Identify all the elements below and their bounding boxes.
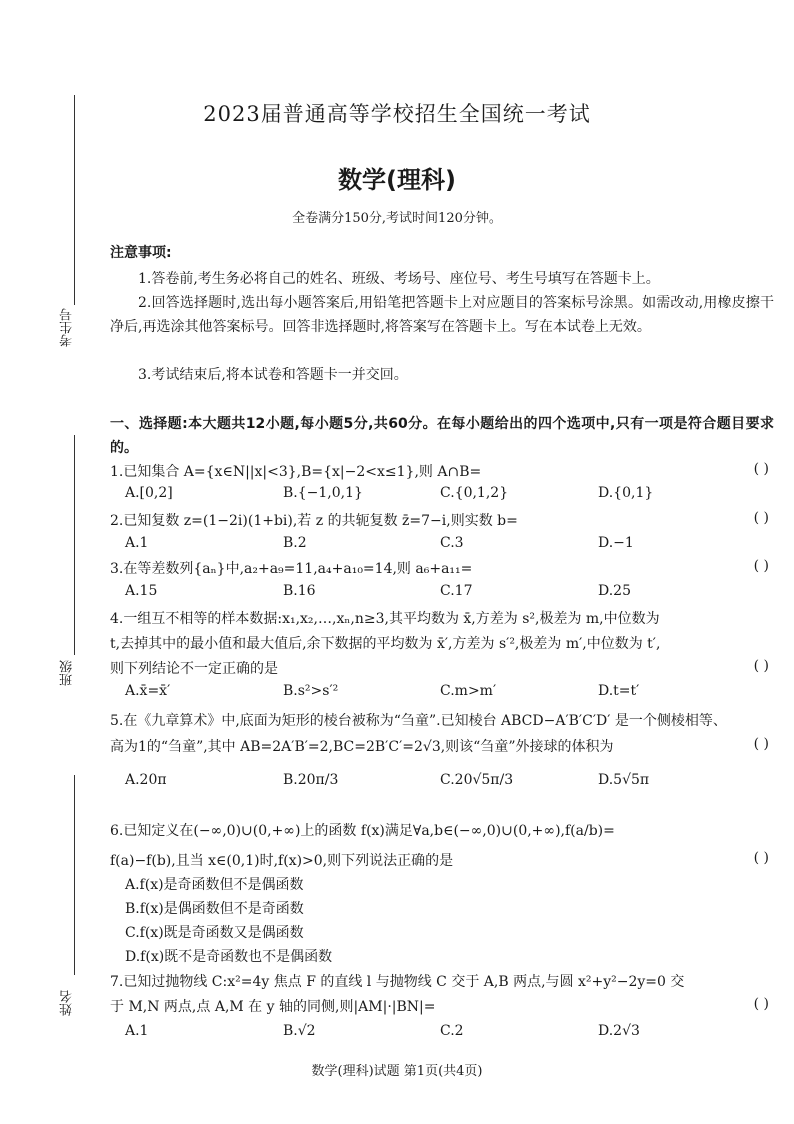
exam-title: 2023届普通高等学校招生全国统一考试 bbox=[203, 102, 591, 126]
page-footer: 数学(理科)试题 第1页(共4页) bbox=[311, 1064, 483, 1079]
answer-paren-3: ( ) bbox=[753, 558, 769, 574]
q7-option-b: B.√2 bbox=[283, 1023, 316, 1039]
notice-heading: 注意事项: bbox=[110, 245, 172, 261]
q5-option-d: D.5√5π bbox=[598, 772, 650, 788]
q6-option-a: A.f(x)是奇函数但不是偶函数 bbox=[125, 877, 304, 893]
q1-option-a: A.[0,2] bbox=[125, 485, 173, 501]
q4-option-c: C.m>m′ bbox=[440, 683, 497, 699]
answer-paren-6: ( ) bbox=[753, 850, 769, 866]
question-6-stem-line1: 6.已知定义在(−∞,0)∪(0,+∞)上的函数 f(x)满足∀a,b∈(−∞,0)∪(0,+∞),f(a/b)= bbox=[110, 823, 615, 839]
q2-option-a: A.1 bbox=[125, 535, 149, 551]
q2-option-c: C.3 bbox=[440, 535, 464, 551]
answer-paren-2: ( ) bbox=[753, 510, 769, 526]
notice-item-2: 2.回答选择题时,选出每小题答案后,用铅笔把答题卡上对应题目的答案标号涂黑。如需改动,用橡皮擦干净后,再选涂其他答案标号。回答非选择题时,将答案写在答题卡上。写在本试卷上无效。 bbox=[110, 295, 774, 335]
q1-option-b: B.{−1,0,1} bbox=[283, 485, 363, 501]
subject-title: 数学(理科) bbox=[338, 166, 456, 194]
class-label: 班级 bbox=[60, 660, 75, 686]
binding-line-low bbox=[74, 775, 75, 975]
q3-option-a: A.15 bbox=[125, 583, 158, 599]
name-label: 姓名 bbox=[60, 990, 75, 1016]
q6-option-d: D.f(x)既不是奇函数也不是偶函数 bbox=[125, 949, 333, 965]
question-2-stem: 2.已知复数 z=(1−2i)(1+bi),若 z 的共轭复数 z̄=7−i,则实数 b= bbox=[110, 513, 518, 529]
q1-option-c: C.{0,1,2} bbox=[440, 485, 509, 501]
q6-option-b: B.f(x)是偶函数但不是奇函数 bbox=[125, 901, 304, 917]
q4-option-d: D.t=t′ bbox=[598, 683, 640, 699]
answer-paren-7: ( ) bbox=[753, 996, 769, 1012]
question-5-stem-line2: 高为1的“刍童”,其中 AB=2A′B′=2,BC=2B′C′=2√3,则该“刍童”外接球的体积为 bbox=[110, 739, 614, 755]
question-4-stem-line1: 4.一组互不相等的样本数据:x₁,x₂,…,xₙ,n≥3,其平均数为 x̄,方差为 s²,极差为 m,中位数为 bbox=[110, 611, 660, 627]
q3-option-b: B.16 bbox=[283, 583, 316, 599]
score-info: 全卷满分150分,考试时间120分钟。 bbox=[292, 211, 502, 226]
question-4-stem-line3: 则下列结论不一定正确的是 bbox=[110, 661, 278, 677]
q4-option-b: B.s²>s′² bbox=[283, 683, 339, 699]
q2-option-b: B.2 bbox=[283, 535, 307, 551]
q5-option-a: A.20π bbox=[125, 772, 167, 788]
answer-paren-1: ( ) bbox=[753, 461, 769, 477]
q5-option-c: C.20√5π/3 bbox=[440, 772, 514, 788]
notice-item-1: 1.答卷前,考生务必将自己的姓名、班级、考场号、座位号、考生号填写在答题卡上。 bbox=[138, 271, 660, 287]
exam-no-label: 考生号 bbox=[60, 308, 75, 347]
question-7-stem-line1: 7.已知过抛物线 C:x²=4y 焦点 F 的直线 l 与抛物线 C 交于 A,B 两点,与圆 x²+y²−2y=0 交 bbox=[110, 974, 685, 990]
question-6-stem-line2: f(a)−f(b),且当 x∈(0,1)时,f(x)>0,则下列说法正确的是 bbox=[110, 853, 454, 869]
q3-option-d: D.25 bbox=[598, 583, 631, 599]
question-4-stem-line2: t,去掉其中的最小值和最大值后,余下数据的平均数为 x̄′,方差为 s′²,极差为 m′,中位数为 t′, bbox=[110, 636, 661, 652]
question-5-stem-line1: 5.在《九章算术》中,底面为矩形的棱台被称为“刍童”.已知棱台 ABCD−A′B′C′D′ 是一个侧棱相等、 bbox=[110, 713, 727, 729]
question-3-stem: 3.在等差数列{aₙ}中,a₂+a₉=11,a₄+a₁₀=14,则 a₆+a₁₁= bbox=[110, 561, 473, 577]
section-heading: 一、选择题:本大题共12小题,每小题5分,共60分。在每小题给出的四个选项中,只有一项是符合题目要求的。 bbox=[110, 416, 774, 456]
answer-paren-4: ( ) bbox=[753, 658, 769, 674]
notice-item-3: 3.考试结束后,将本试卷和答题卡一并交回。 bbox=[138, 367, 408, 383]
question-7-stem-line2: 于 M,N 两点,点 A,M 在 y 轴的同侧,则|AM|·|BN|= bbox=[110, 999, 436, 1015]
q3-option-c: C.17 bbox=[440, 583, 473, 599]
q6-option-c: C.f(x)既是奇函数又是偶函数 bbox=[125, 925, 304, 941]
binding-line-mid bbox=[74, 435, 75, 655]
answer-paren-5: ( ) bbox=[753, 736, 769, 752]
q1-option-d: D.{0,1} bbox=[598, 485, 654, 501]
q7-option-c: C.2 bbox=[440, 1023, 464, 1039]
q7-option-a: A.1 bbox=[125, 1023, 149, 1039]
q7-option-d: D.2√3 bbox=[598, 1023, 640, 1039]
q4-option-a: A.x̄=x̄′ bbox=[125, 683, 171, 699]
q2-option-d: D.−1 bbox=[598, 535, 634, 551]
question-1-stem: 1.已知集合 A={x∈N||x|<3},B={x|−2<x≤1},则 A∩B= bbox=[110, 464, 482, 480]
q5-option-b: B.20π/3 bbox=[283, 772, 339, 788]
